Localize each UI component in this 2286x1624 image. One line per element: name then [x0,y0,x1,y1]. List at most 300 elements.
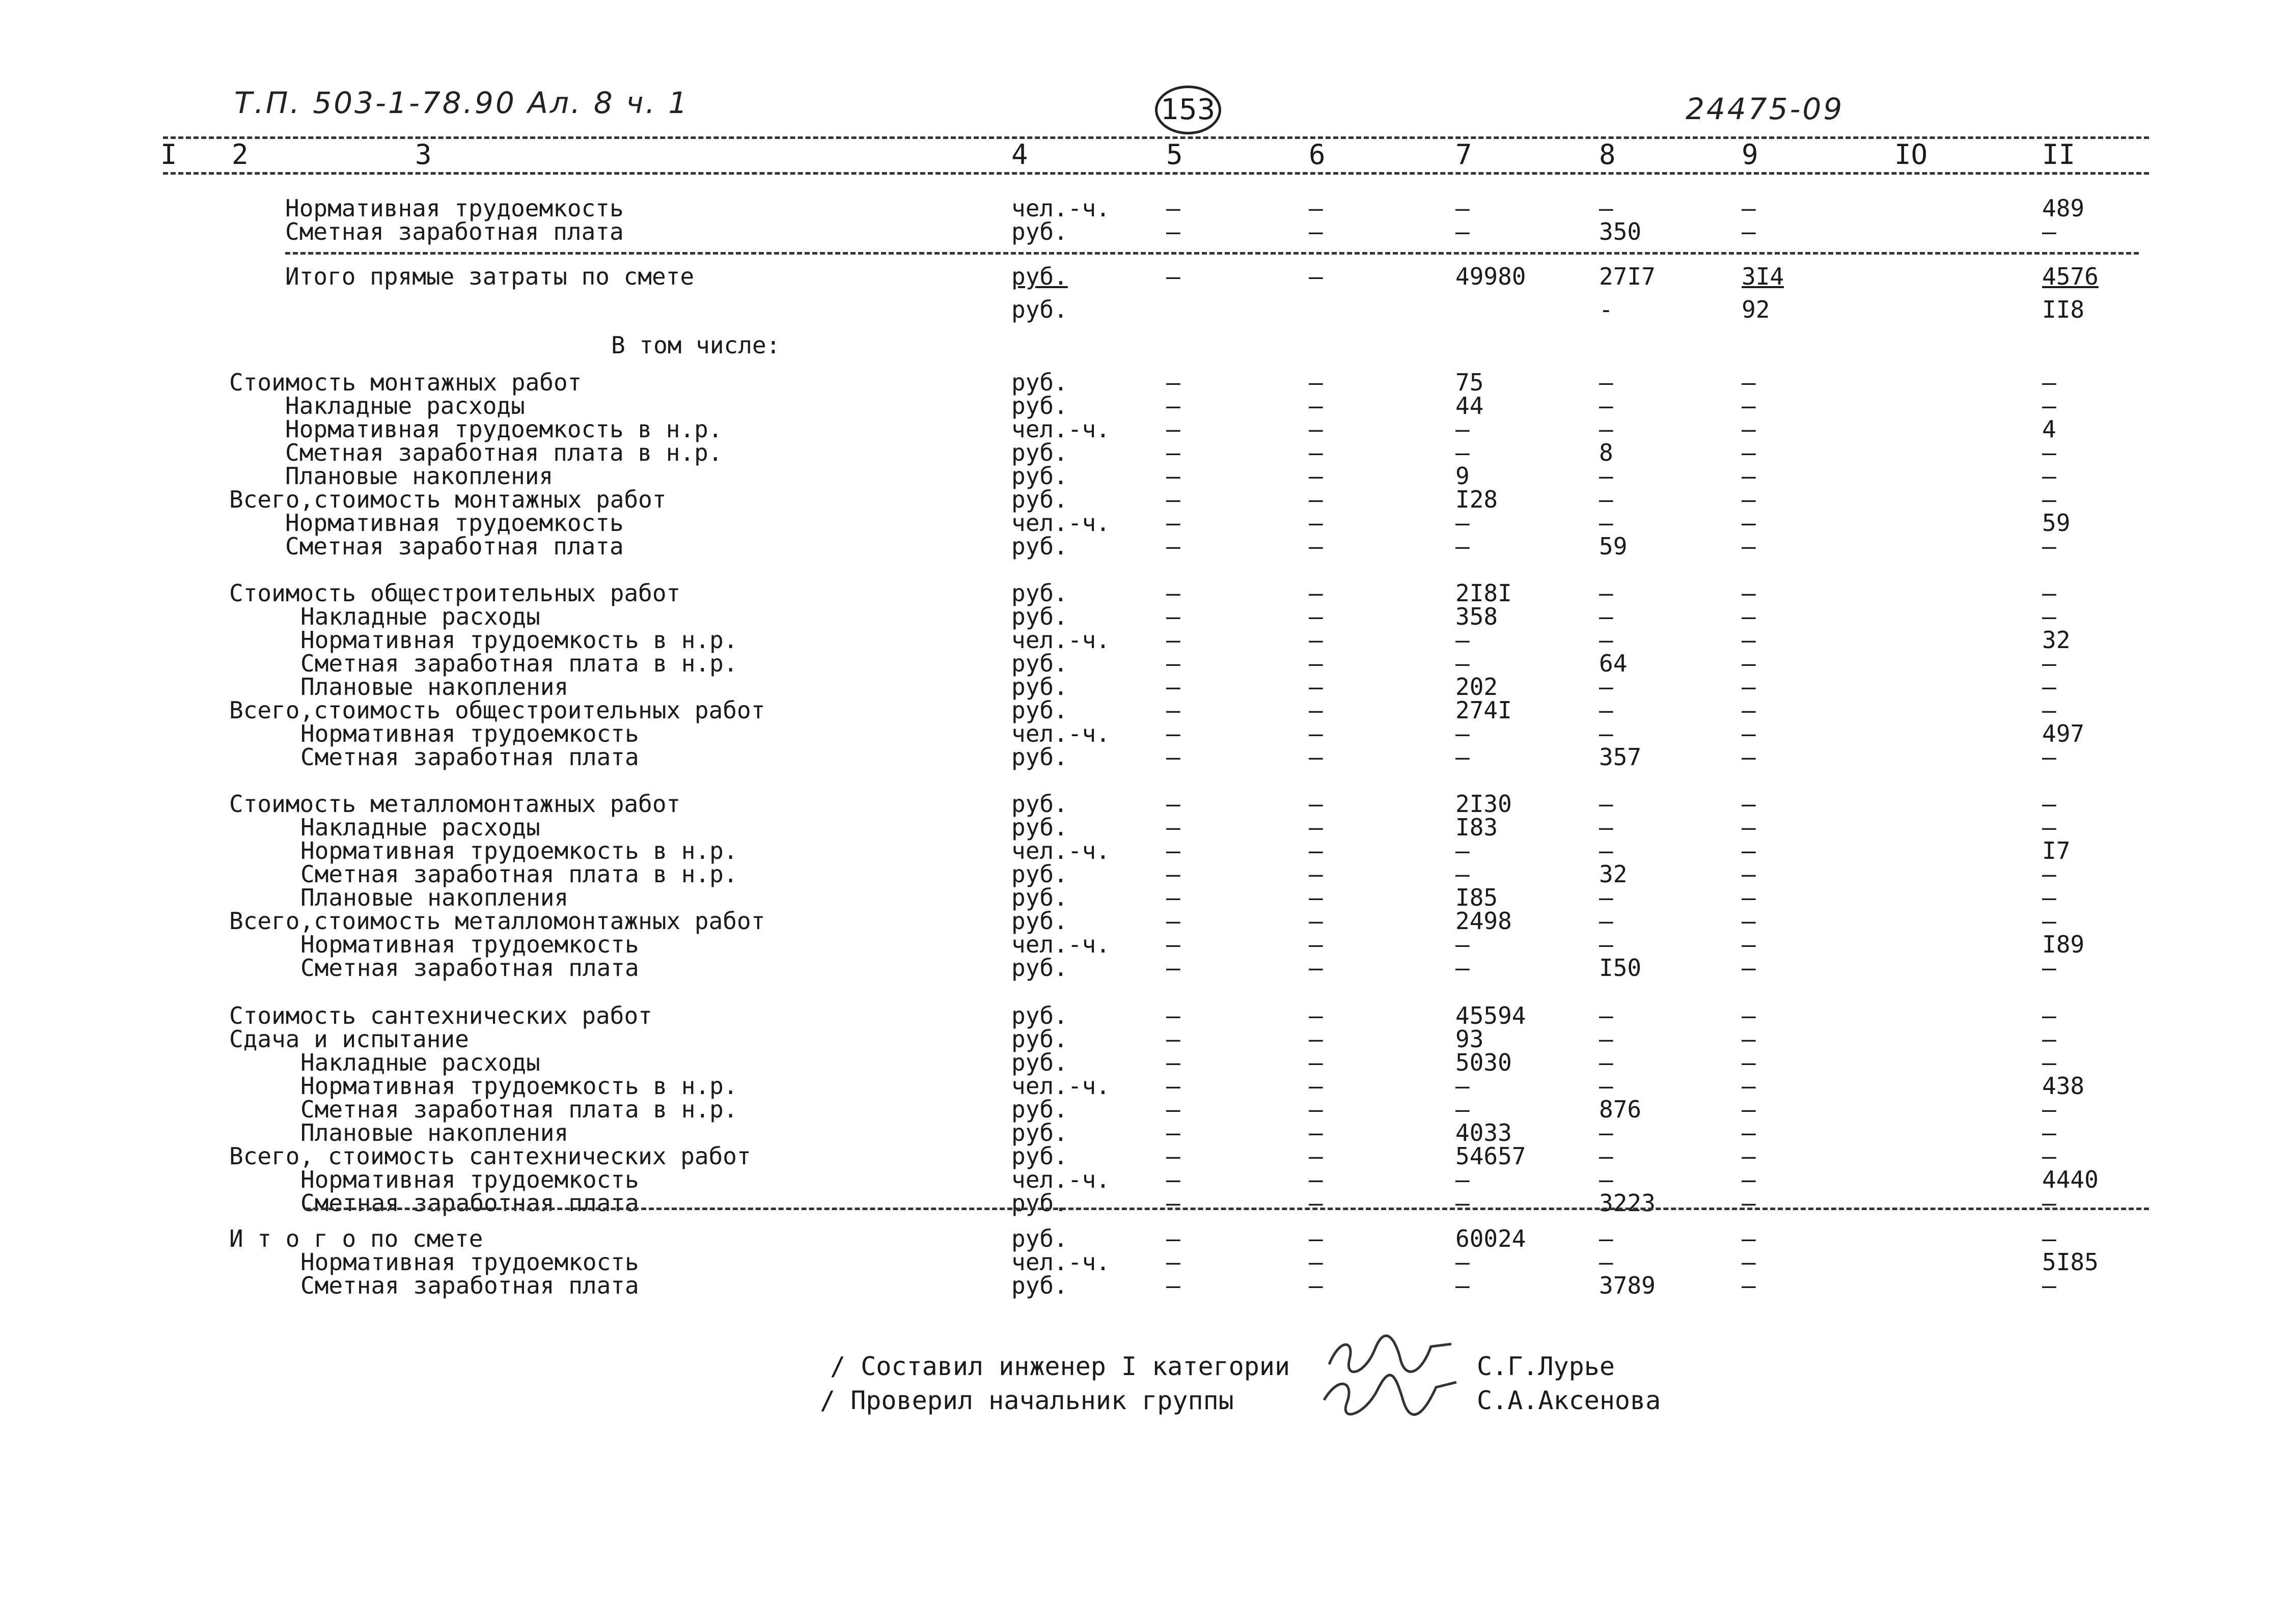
value-cell-c7: – [1455,860,1470,888]
unit-cell: руб. [1011,392,1068,419]
value-cell-c9: – [1742,884,1756,911]
value-cell-c11: 497 [2042,720,2085,747]
row-label: Сметная заработная плата в н.р. [300,650,738,677]
value-cell-c6: – [1309,1272,1323,1299]
value-cell-c6: – [1309,860,1323,888]
value-cell-c8: – [1599,1142,1613,1170]
subtotal-rule [285,252,2139,255]
value-cell-c7: 358 [1455,603,1498,630]
value-cell-c11: – [2042,673,2056,701]
table-row [0,441,2286,464]
value-cell-c11: – [2042,218,2056,245]
value-cell-c11: – [2042,1142,2056,1170]
value-cell-c5: – [1166,1225,1180,1252]
value-cell-c6: – [1309,696,1323,724]
value-cell-c5: – [1166,696,1180,724]
row-label: Накладные расходы [300,814,540,841]
value-cell-c9: – [1742,1225,1756,1252]
value-cell-c6: – [1309,931,1323,958]
unit-cell: чел.-ч. [1011,509,1110,537]
unit-cell: чел.-ч. [1011,1072,1110,1100]
value-cell-c5: – [1166,1025,1180,1053]
row-label: Всего,стоимость монтажных работ [229,486,667,513]
row-label: Сдача и испытание [229,1025,469,1053]
value-cell-c6: – [1309,509,1323,537]
value-cell-c11: – [2042,650,2056,677]
row-label: Нормативная трудоемкость [300,720,639,747]
row-label: Сметная заработная плата [300,954,639,982]
row-label: Сметная заработная плата [285,533,624,560]
value-cell-c9: – [1742,837,1756,864]
table-row [0,1274,2286,1297]
value-cell-c6: – [1309,369,1323,396]
value-cell-c9: – [1742,369,1756,396]
table-row [0,886,2286,909]
value-cell-c8: 3789 [1599,1272,1656,1299]
value-cell-c8: – [1599,194,1613,222]
value-cell-c8: – [1599,696,1613,724]
value-cell-c11: 5I85 [2042,1248,2099,1276]
row-label: Плановые накопления [285,462,554,490]
value-cell-c11: – [2042,814,2056,841]
value-cell-c9: – [1742,486,1756,513]
unit-cell: руб. [1011,462,1068,490]
value-cell-c6: – [1309,533,1323,560]
unit-cell: руб. [1011,369,1068,396]
row-label: Нормативная трудоемкость [285,194,624,222]
value-cell-c8: - [1599,296,1613,323]
value-cell-c9: – [1742,392,1756,419]
value-cell-c9: – [1742,1166,1756,1193]
value-cell-c8: – [1599,1072,1613,1100]
unit-cell: руб. [1011,884,1068,911]
value-cell-c11: – [2042,884,2056,911]
unit-cell: руб. [1011,814,1068,841]
value-cell-c9: – [1742,650,1756,677]
value-cell-c7: – [1455,1166,1470,1193]
value-cell-c5: – [1166,439,1180,466]
row-label: Нормативная трудоемкость [300,1248,639,1276]
value-cell-c11: – [2042,860,2056,888]
table-row [0,535,2286,558]
table-row [0,792,2286,816]
value-cell-c9: – [1742,1049,1756,1076]
header-bottom-rule [163,172,2149,175]
value-cell-c5: – [1166,263,1180,290]
value-cell-c9: – [1742,509,1756,537]
value-cell-c7: I28 [1455,486,1498,513]
value-cell-c7: 4033 [1455,1119,1512,1146]
unit-cell: руб. [1011,579,1068,607]
value-cell-c11: II8 [2042,296,2085,323]
unit-cell: руб. [1011,439,1068,466]
value-cell-c5: – [1166,603,1180,630]
value-cell-c7: – [1455,415,1470,443]
value-cell-c6: – [1309,790,1323,818]
unit-cell: руб. [1011,263,1068,290]
value-cell-c5: – [1166,369,1180,396]
value-cell-c11: 4576 [2042,263,2099,290]
value-cell-c11: 4 [2042,415,2056,443]
value-cell-c9: – [1742,1025,1756,1053]
unit-cell: руб. [1011,696,1068,724]
value-cell-c8: – [1599,1002,1613,1029]
value-cell-c11: – [2042,1025,2056,1053]
value-cell-c5: – [1166,814,1180,841]
doc-number: 24475-09 [1686,92,1844,126]
value-cell-c11: – [2042,743,2056,771]
table-row [0,417,2286,441]
value-cell-c8: – [1599,907,1613,935]
value-cell-c9: – [1742,1272,1756,1299]
value-cell-c6: – [1309,263,1323,290]
value-cell-c5: – [1166,462,1180,490]
value-cell-c5: – [1166,720,1180,747]
column-header: 8 [1599,138,1616,171]
value-cell-c5: – [1166,1002,1180,1029]
value-cell-c8: – [1599,673,1613,701]
row-label: Нормативная трудоемкость [285,509,624,537]
value-cell-c7: 75 [1455,369,1484,396]
value-cell-c7: 2I30 [1455,790,1512,818]
value-cell-c6: – [1309,884,1323,911]
row-label: Всего,стоимость общестроительных работ [229,696,765,724]
value-cell-c9: – [1742,1189,1756,1217]
value-cell-c5: – [1166,1142,1180,1170]
value-cell-c9: – [1742,954,1756,982]
unit-cell: руб. [1011,1025,1068,1053]
unit-cell: руб. [1011,650,1068,677]
column-header: I [160,138,177,171]
value-cell-c9: – [1742,743,1756,771]
value-cell-c8: – [1599,814,1613,841]
value-cell-c8: – [1599,1248,1613,1276]
value-cell-c8: – [1599,790,1613,818]
value-cell-c9: – [1742,720,1756,747]
row-label: Всего,стоимость металломонтажных работ [229,907,765,935]
value-cell-c7: – [1455,509,1470,537]
value-cell-c7: 49980 [1455,263,1526,290]
header-top-rule [163,136,2149,139]
value-cell-c9: – [1742,814,1756,841]
row-label: Всего, стоимость сантехнических работ [229,1142,751,1170]
value-cell-c7: 44 [1455,392,1484,419]
value-cell-c9: – [1742,439,1756,466]
value-cell-c9: 92 [1742,296,1770,323]
table-row [0,1250,2286,1274]
value-cell-c6: – [1309,1189,1323,1217]
unit-cell: руб. [1011,1272,1068,1299]
row-label: Накладные расходы [300,1049,540,1076]
value-cell-c8: – [1599,1025,1613,1053]
value-cell-c5: – [1166,392,1180,419]
table-row [0,1191,2286,1215]
table-row [0,933,2286,956]
value-cell-c8: – [1599,884,1613,911]
table-row [0,333,2286,357]
value-cell-c9: – [1742,1119,1756,1146]
checked-by-label: / Проверил начальник группы [820,1386,1234,1415]
value-cell-c7: – [1455,931,1470,958]
compiled-by-label: / Составил инженер I категории [830,1352,1290,1381]
unit-cell: руб. [1011,1096,1068,1123]
value-cell-c7: 202 [1455,673,1498,701]
value-cell-c6: – [1309,439,1323,466]
table-row [0,745,2286,769]
value-cell-c8: – [1599,509,1613,537]
unit-cell: руб. [1011,790,1068,818]
value-cell-c9: – [1742,579,1756,607]
column-header: II [2042,138,2076,171]
value-cell-c5: – [1166,907,1180,935]
value-cell-c6: – [1309,1072,1323,1100]
value-cell-c8: 350 [1599,218,1642,245]
column-header: 7 [1455,138,1472,171]
value-cell-c11: – [2042,439,2056,466]
value-cell-c9: – [1742,462,1756,490]
row-label: Нормативная трудоемкость в н.р. [300,837,738,864]
value-cell-c9: – [1742,1002,1756,1029]
value-cell-c8: – [1599,1225,1613,1252]
value-cell-c8: 876 [1599,1096,1642,1123]
value-cell-c9: – [1742,931,1756,958]
value-cell-c8: 27I7 [1599,263,1656,290]
row-label: Нормативная трудоемкость [300,931,639,958]
value-cell-c8: – [1599,392,1613,419]
value-cell-c7: – [1455,218,1470,245]
value-cell-c5: – [1166,415,1180,443]
value-cell-c8: – [1599,369,1613,396]
value-cell-c7: – [1455,954,1470,982]
table-row [0,1121,2286,1144]
table-row [0,194,2286,222]
value-cell-c6: – [1309,907,1323,935]
value-cell-c11: – [2042,1225,2056,1252]
value-cell-c6: – [1309,720,1323,747]
column-header: IO [1894,138,1928,171]
row-label: Стоимость сантехнических работ [229,1002,652,1029]
value-cell-c7: – [1455,1096,1470,1123]
unit-cell: руб. [1011,1189,1068,1217]
row-label: Плановые накопления [300,1119,569,1146]
value-cell-c7: – [1455,439,1470,466]
value-cell-c7: 54657 [1455,1142,1526,1170]
value-cell-c5: – [1166,533,1180,560]
value-cell-c11: 489 [2042,194,2085,222]
table-row [0,1144,2286,1168]
value-cell-c8: 8 [1599,439,1613,466]
unit-cell: руб. [1011,954,1068,982]
value-cell-c6: – [1309,603,1323,630]
unit-cell: чел.-ч. [1011,415,1110,443]
value-cell-c6: – [1309,1225,1323,1252]
value-cell-c7: 45594 [1455,1002,1526,1029]
unit-cell: руб. [1011,296,1068,323]
checker-name: С.А.Аксенова [1477,1386,1661,1415]
value-cell-c9: – [1742,1096,1756,1123]
value-cell-c5: – [1166,1096,1180,1123]
value-cell-c9: – [1742,696,1756,724]
value-cell-c7: 2498 [1455,907,1512,935]
value-cell-c11: 59 [2042,509,2071,537]
row-label: Сметная заработная плата [300,1272,639,1299]
value-cell-c6: – [1309,1002,1323,1029]
value-cell-c8: I50 [1599,954,1642,982]
value-cell-c5: – [1166,1272,1180,1299]
value-cell-c6: – [1309,1166,1323,1193]
unit-cell: чел.-ч. [1011,931,1110,958]
value-cell-c7: 60024 [1455,1225,1526,1252]
value-cell-c8: – [1599,931,1613,958]
value-cell-c11: 4440 [2042,1166,2099,1193]
unit-cell: чел.-ч. [1011,194,1110,222]
value-cell-c8: – [1599,415,1613,443]
value-cell-c9: – [1742,790,1756,818]
row-label: Стоимость общестроительных работ [229,579,681,607]
value-cell-c5: – [1166,1072,1180,1100]
row-label: Стоимость металломонтажных работ [229,790,681,818]
table-row [0,464,2286,488]
value-cell-c6: – [1309,194,1323,222]
value-cell-c7: – [1455,743,1470,771]
value-cell-c6: – [1309,218,1323,245]
value-cell-c11: – [2042,1096,2056,1123]
value-cell-c7: – [1455,194,1470,222]
value-cell-c9: – [1742,1142,1756,1170]
value-cell-c8: – [1599,1166,1613,1193]
value-cell-c7: I85 [1455,884,1498,911]
table-row [0,1168,2286,1191]
value-cell-c11: – [2042,1189,2056,1217]
unit-cell: руб. [1011,1225,1068,1252]
value-cell-c8: – [1599,579,1613,607]
value-cell-c5: – [1166,790,1180,818]
table-row [0,1098,2286,1121]
table-row [0,628,2286,652]
value-cell-c5: – [1166,837,1180,864]
unit-cell: руб. [1011,743,1068,771]
value-cell-c5: – [1166,486,1180,513]
value-cell-c9: – [1742,194,1756,222]
value-cell-c8: 3223 [1599,1189,1656,1217]
table-row [0,394,2286,417]
value-cell-c11: – [2042,1002,2056,1029]
value-cell-c8: – [1599,1119,1613,1146]
row-label: Сметная заработная плата в н.р. [285,439,723,466]
column-header: 4 [1011,138,1028,171]
value-cell-c11: 32 [2042,626,2071,654]
value-cell-c6: – [1309,579,1323,607]
row-label: И т о г о по смете [229,1225,483,1252]
value-cell-c11: – [2042,907,2056,935]
unit-cell: руб. [1011,860,1068,888]
compiler-name: С.Г.Лурье [1477,1352,1615,1381]
value-cell-c5: – [1166,860,1180,888]
table-row [0,605,2286,628]
value-cell-c11: – [2042,790,2056,818]
value-cell-c11: I89 [2042,931,2085,958]
value-cell-c8: – [1599,1049,1613,1076]
column-header: 3 [415,138,432,171]
value-cell-c5: – [1166,673,1180,701]
value-cell-c9: – [1742,533,1756,560]
value-cell-c7: I83 [1455,814,1498,841]
value-cell-c9: – [1742,1072,1756,1100]
column-header: 9 [1742,138,1758,171]
value-cell-c6: – [1309,1096,1323,1123]
value-cell-c8: 357 [1599,743,1642,771]
value-cell-c11: – [2042,486,2056,513]
table-row [0,862,2286,886]
value-cell-c11: – [2042,1119,2056,1146]
table-row [0,1051,2286,1074]
value-cell-c11: – [2042,462,2056,490]
value-cell-c11: – [2042,603,2056,630]
value-cell-c9: – [1742,673,1756,701]
row-label: В том числе: [611,331,781,359]
total-rule [306,1208,2149,1210]
table-row [0,839,2286,862]
table-row [0,371,2286,394]
value-cell-c7: – [1455,626,1470,654]
value-cell-c9: – [1742,907,1756,935]
row-label: Нормативная трудоемкость в н.р. [285,415,723,443]
value-cell-c5: – [1166,931,1180,958]
value-cell-c11: – [2042,1272,2056,1299]
unit-cell: чел.-ч. [1011,1248,1110,1276]
value-cell-c8: – [1599,462,1613,490]
row-label: Накладные расходы [285,392,525,419]
value-cell-c7: – [1455,837,1470,864]
value-cell-c7: 5030 [1455,1049,1512,1076]
table-row [0,652,2286,675]
table-row [0,488,2286,511]
value-cell-c11: – [2042,533,2056,560]
value-cell-c5: – [1166,1189,1180,1217]
unit-cell: руб. [1011,533,1068,560]
column-header: 6 [1309,138,1326,171]
value-cell-c7: – [1455,1072,1470,1100]
table-row [0,220,2286,243]
table-row [0,581,2286,605]
value-cell-c6: – [1309,1049,1323,1076]
row-label: Нормативная трудоемкость [300,1166,639,1193]
unit-cell: руб. [1011,673,1068,701]
value-cell-c8: – [1599,720,1613,747]
value-cell-c5: – [1166,218,1180,245]
value-cell-c11: I7 [2042,837,2071,864]
table-row [0,722,2286,745]
value-cell-c8: 64 [1599,650,1628,677]
column-header: 5 [1166,138,1183,171]
row-label: Сметная заработная плата [300,1189,639,1217]
row-label: Сметная заработная плата [300,743,639,771]
value-cell-c7: – [1455,533,1470,560]
value-cell-c7: – [1455,720,1470,747]
value-cell-c6: – [1309,743,1323,771]
row-label: Нормативная трудоемкость в н.р. [300,1072,738,1100]
value-cell-c6: – [1309,814,1323,841]
row-label: Сметная заработная плата в н.р. [300,1096,738,1123]
row-label: Накладные расходы [300,603,540,630]
table-row [0,1227,2286,1250]
value-cell-c7: – [1455,1248,1470,1276]
value-cell-c9: – [1742,218,1756,245]
value-cell-c6: – [1309,650,1323,677]
table-row [0,909,2286,933]
table-row [0,816,2286,839]
value-cell-c9: – [1742,603,1756,630]
